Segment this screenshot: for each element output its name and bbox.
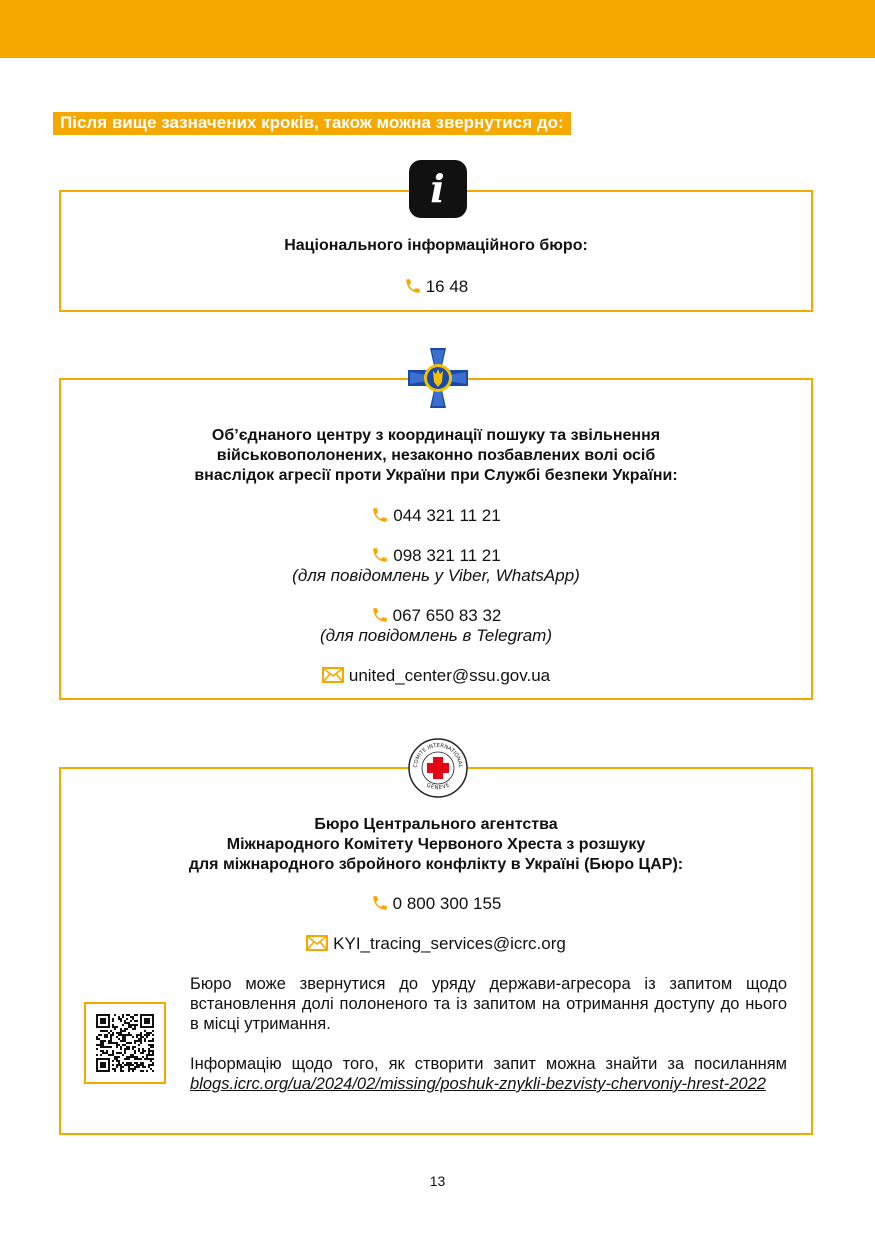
icrc-title-line-1: Бюро Центрального агентства: [314, 816, 558, 833]
ssu-phone-3-note: (для повідомлень в Telegram): [320, 626, 552, 645]
icrc-emblem-bottom-text: GENEVE: [424, 782, 451, 792]
icrc-emblem-top-text: COMITE INTERNATIONAL: [412, 742, 463, 768]
qr-code-icon[interactable]: [96, 1014, 154, 1072]
phone-icon: [371, 894, 389, 912]
ssu-card: [59, 378, 813, 700]
ssu-phone-line-1: [61, 506, 811, 526]
ssu-phone-2[interactable]: 098 321 11 21: [393, 546, 501, 565]
icrc-phone-line: [61, 894, 811, 914]
qr-code-frame: [84, 1002, 166, 1084]
phone-icon: [371, 506, 389, 524]
icrc-card: [59, 767, 813, 1135]
bureau-phone[interactable]: 16 48: [425, 277, 469, 296]
info-icon: i: [409, 160, 467, 218]
icrc-phone[interactable]: 0 800 300 155: [392, 894, 502, 913]
envelope-icon: [306, 935, 328, 951]
icrc-paragraph-2-text: Інформацію щодо того, як створити запит можна знайти за посиланням: [190, 1055, 787, 1073]
icrc-paragraph-2: [190, 1054, 787, 1094]
ssu-phone-line-3: [61, 606, 811, 626]
icrc-blog-link[interactable]: blogs.icrc.org/ua/2024/02/missing/poshuk-znykli-bezvisty-chervoniy-hrest-2022: [190, 1075, 766, 1093]
page-number: 13: [429, 1173, 446, 1189]
bureau-phone-line: [61, 277, 811, 297]
phone-icon: [404, 277, 422, 295]
ssu-phone-2-note: (для повідомлень у Viber, WhatsApp): [292, 566, 580, 585]
envelope-icon: [322, 667, 344, 683]
ssu-title-line-1: Об’єднаного центру з координації пошуку та звільнення: [211, 427, 661, 444]
phone-icon: [371, 606, 389, 624]
icrc-title-line-2: Міжнародного Комітету Червоного Хреста з розшуку: [226, 836, 646, 853]
section-heading: Після вище зазначених кроків, також можна звернутися до:: [53, 112, 571, 135]
phone-icon: [371, 546, 389, 564]
ssu-email[interactable]: united_center@ssu.gov.ua: [348, 666, 551, 685]
icrc-email-line: [61, 934, 811, 954]
icrc-email[interactable]: KYI_tracing_services@icrc.org: [333, 934, 566, 953]
icrc-title-line-3: для міжнародного збройного конфлікту в Україні (Бюро ЦАР):: [188, 856, 684, 873]
icrc-paragraph-1: Бюро може звернутися до уряду держави-агресора із запитом щодо встановлення долі полоненого та із запитом на отримання доступу до нього в місці утримання.: [190, 975, 787, 1033]
ssu-email-line: [61, 666, 811, 686]
top-accent-bar: [0, 0, 875, 58]
ssu-phone-1[interactable]: 044 321 11 21: [393, 506, 501, 525]
bureau-title: Національного інформаційного бюро:: [284, 237, 588, 254]
ssu-title-line-3: внаслідок агресії проти України при Службі безпеки України:: [194, 467, 678, 484]
ssu-phone-3[interactable]: 067 650 83 32: [392, 606, 502, 625]
ssu-phone-line-2: [61, 546, 811, 566]
ssu-emblem-icon: [408, 348, 468, 408]
ssu-title-line-2: військовополонених, незаконно позбавлених волі осіб: [216, 447, 656, 464]
icrc-emblem-icon: [407, 737, 469, 799]
